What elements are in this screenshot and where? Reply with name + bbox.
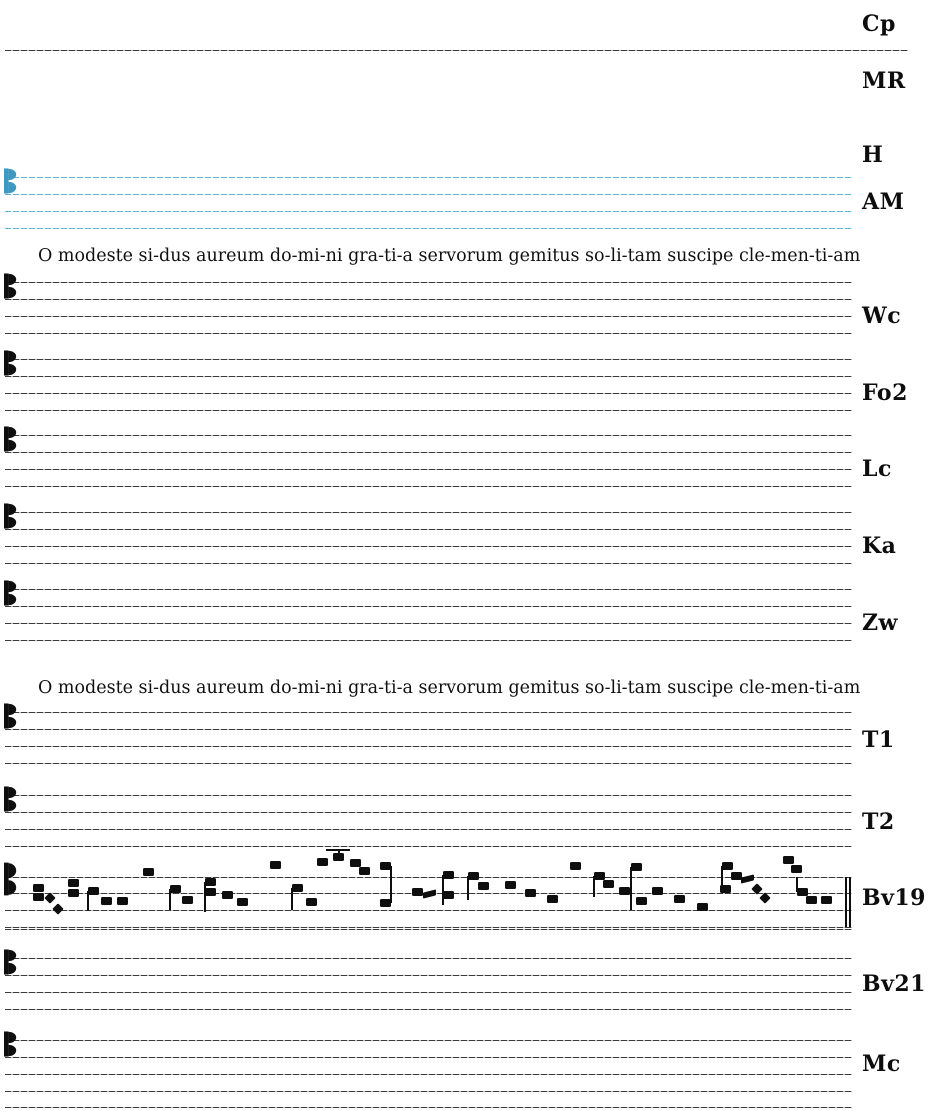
staff-line: [5, 1107, 852, 1108]
staff-label-T1: T1: [862, 727, 895, 753]
staff-label-MR: MR: [862, 68, 906, 94]
lyric-line-2: O modeste si-dus aureum do-mi-ni gra-ti-a servorum gemitus so-li-tam suscipe cle-men-ti-am: [38, 678, 861, 698]
staff-label-Ka: Ka: [862, 533, 897, 559]
staff-label-T2: T2: [862, 809, 895, 835]
staff-label-Bv19: Bv19: [862, 885, 926, 911]
staff-label-Zw: Zw: [862, 610, 898, 636]
staff-label-Cp: Cp: [862, 11, 896, 37]
staff-label-AM: AM: [862, 189, 905, 215]
staff-label-Mc: Mc: [862, 1051, 901, 1077]
staff-label-Wc: Wc: [862, 303, 902, 329]
staff-label-Fo2: Fo2: [862, 380, 908, 406]
staff-label-H: H: [862, 142, 884, 168]
lyric-line-1: O modeste si-dus aureum do-mi-ni gra-ti-a servorum gemitus so-li-tam suscipe cle-men-ti-am: [38, 246, 861, 266]
staff-label-Lc: Lc: [862, 456, 892, 482]
staff-label-Bv21: Bv21: [862, 971, 926, 997]
